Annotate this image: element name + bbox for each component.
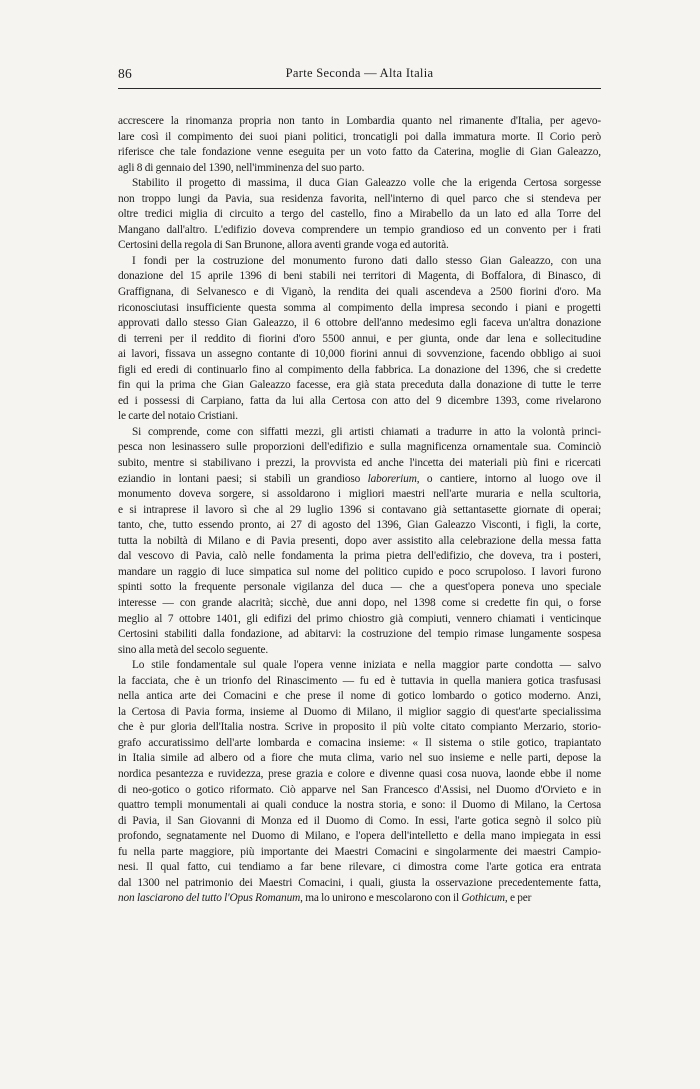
text-line: oltre tredici miglia di circuito a tergo del castello, fino a Mirabello da un lato ed alla Torre del [118,208,601,221]
text-line: dal 1300 nel patrimonio dei Maestri Comacini, i quali, giusta la osservazione precedentemente fatta, [118,876,601,889]
text-line: spinti sotto la frequente personale vigilanza del duca — che a quest'opera poneva uno speciale [118,581,601,594]
text-line: interesse — con grande alacrità; sicchè, due anni dopo, nel 1398 come si credette fin qui, o forse [118,596,601,609]
paragraph [118,176,601,254]
text-line: tanto, che, tutto essendo pronto, ai 27 di agosto del 1396, Gian Galeazzo Visconti, i figli, la corte, [118,519,601,532]
text-line: le carte del notaio Cristiani. [118,410,238,423]
text-line: agli 8 di gennaio del 1390, nell'imminenza del suo parto. [118,161,365,174]
text-line: Graffignana, di Selvanesco e di Viganò, la rendita dei quali ascendeva a 2500 fiorini d'oro. Ma [118,286,601,299]
text-line: Certosini stabiliti dalla fondazione, ad abitarvi: la costruzione del tempio rimase lungamente sospesa [118,628,601,641]
text-line: lare così il compimento dei suoi piani politici, troncatigli poi dalla immatura morte. Il Corio però [118,130,601,143]
text-line: riferisce che tale fondazione venne eseguita per un voto fatto da Caterina, moglie di Gian Galeazzo, [118,146,601,159]
text-line: Mangano dall'altro. L'edifizio doveva comprendere un tempio grandioso ed un convento per i frati [118,223,601,236]
text-line: accrescere la rinomanza propria non tanto in Lombardia quanto nel rimanente d'Italia, per agevo- [118,115,601,127]
text-line: nesi. Il qual fatto, cui tendiamo a far bene rilevare, ci dimostra come l'arte gotica era entrata [118,861,601,874]
text-line: I fondi per la costruzione del monumento furono dati dallo stesso Gian Galeazzo, con una [132,254,601,267]
text-line: non troppo lungi da Pavia, sua residenza favorita, nell'interno di quel parco che si stendeva per [118,192,601,205]
paragraph [118,425,601,658]
text-line: ai lavori, fissava un assegno contante di 10,000 fiorini annui di sovvenzione, facendo obbligo ai suoi [118,348,601,361]
text-line: subito, mentre si stabilivano i prezzi, la provvista ed anche l'incetta dei materiali più fini e ricercati [118,457,601,470]
text-line: mandare un raggio di luce simpatica sul nome del politico cupido e poco scrupoloso. I lavori furono [118,565,601,578]
paragraph [118,114,601,176]
text-line: e si intraprese il lavoro sì che al 29 luglio 1396 si contavano già settantasette giornate di operai; [118,503,601,516]
text-line: donazione del 15 aprile 1396 di beni stabili nei territori di Magenta, di Boffalora, di Binasco, di [118,270,601,283]
text-line: fu nella parte maggiore, più importante dei Maestri Comacini e singolarmente dei maestri Campio- [118,845,601,858]
text-line: la facciata, che è un trionfo del Rinascimento — fu ed è tuttavia in quella maniera gotica trasfusasi [118,674,601,687]
text-line: figli ed eredi di continuarlo fino al compimento della fabbrica. La donazione del 1396, che si credette [118,363,601,376]
running-head: Parte Seconda — Alta Italia [285,66,434,80]
text-line: non lasciarono del tutto l'Opus Romanum, ma lo unirono e mescolarono con il Gothicum, e per [118,892,532,905]
text-line: dal vescovo di Pavia, calò nelle fondamenta la prima pietra dell'edifizio, che doveva, tra i posteri, [118,550,601,563]
text-line: profondo, segnatamente nel Duomo di Milano, e l'opera dell'intelletto e della mano impiegata in essi [118,830,601,843]
text-line: fin qui la prima che Gian Galeazzo facesse, era già stata preceduta dalla donazione di tutte le terre [118,379,601,392]
text-line: che è pur gloria dell'Italia nostra. Scrive in proposito il più volte citato compianto Merzario, storio- [118,721,601,734]
text-line: grafo accuratissimo dell'arte lombarda e comacina insieme: « Il sistema o stile gotico, trapiantato [118,736,601,749]
paragraph [118,254,601,425]
page-header [118,64,601,89]
text-line: di terreni per il reddito di fiorini d'oro 5500 annui, e per giunta, onde dar lena e sollecitudine [118,332,601,345]
text-line: riconosciutasi insufficiente questa somma al compimento della impresa secondo i piani e progetti [118,301,601,314]
text-line: Lo stile fondamentale sul quale l'opera venne iniziata e nella maggior parte condotta — salvo [132,659,601,672]
text-line: di Pavia, il San Giovanni di Monza ed il Duomo di Como. In essi, l'arte gotica segnò il solco più [118,814,601,827]
text-line: Stabilito il progetto di massima, il duca Gian Galeazzo volle che la erigenda Certosa sorgesse [132,177,601,190]
text-line: monumento doveva sorgere, si assoldarono i migliori maestri nell'arte muraria e nella scultoria, [118,488,601,501]
body-text [118,114,601,907]
text-line: la Certosa di Pavia forma, insieme al Duomo di Milano, il miglior saggio di quest'arte specialissima [118,705,601,718]
text-line: eziandio in lontani paesi; si stabilì un grandioso laborerium, o cantiere, intorno al luogo ove il [118,472,601,485]
text-line: Si comprende, come con siffatti mezzi, gli artisti chiamati a tradurre in atto la volontà princi- [132,425,601,438]
text-line: ed i possessi di Carpiano, fatta da lui alla Certosa con atto del 9 dicembre 1393, come rivelarono [118,394,601,407]
text-line: Certosini della regola di San Brunone, allora aventi grande voga ed autorità. [118,239,449,252]
text-line: pesca non lesinassero sulle proporzioni dell'edifizio e sulla magnificenza ornamentale sua. Cominciò [118,441,601,454]
text-line: tutta la nobiltà di Milano e di Pavia presenti, dopo aver assistito alla celebrazione della messa fatta [118,534,601,547]
text-line: sino alla metà del secolo seguente. [118,643,269,656]
text-line: quattro templi monumentali ai quali conduce la nostra storia, e sono: il Duomo di Milano, la Certosa [118,799,601,812]
paragraph [118,658,601,907]
text-line: di neo-gotico o gotico riformato. Ciò apparve nel San Francesco d'Assisi, nel Duomo d'Orvieto e in [118,783,601,796]
text-line: meglio al 7 ottobre 1401, gli edifizi del primo chiostro già compiuti, vennero chiamati i venticinque [118,612,601,625]
text-line: approvati dallo stesso Gian Galeazzo, il 6 ottobre dell'anno medesimo egli faceva un'altra donazione [118,317,601,330]
text-line: nella antica arte dei Comacini e che prese il nome di gotico lombardo o gotico moderno. Anzi, [118,690,601,703]
text-line: in Italia simile ad albero od a fiore che muta clima, vario nel suo insieme e nelle parti, depose la [118,752,601,765]
page-number: 86 [118,66,132,81]
text-line: nordica pesantezza e ruvidezza, prese grazia e colore e divenne quasi cosa nuova, laonde ebbe il nome [118,767,601,780]
